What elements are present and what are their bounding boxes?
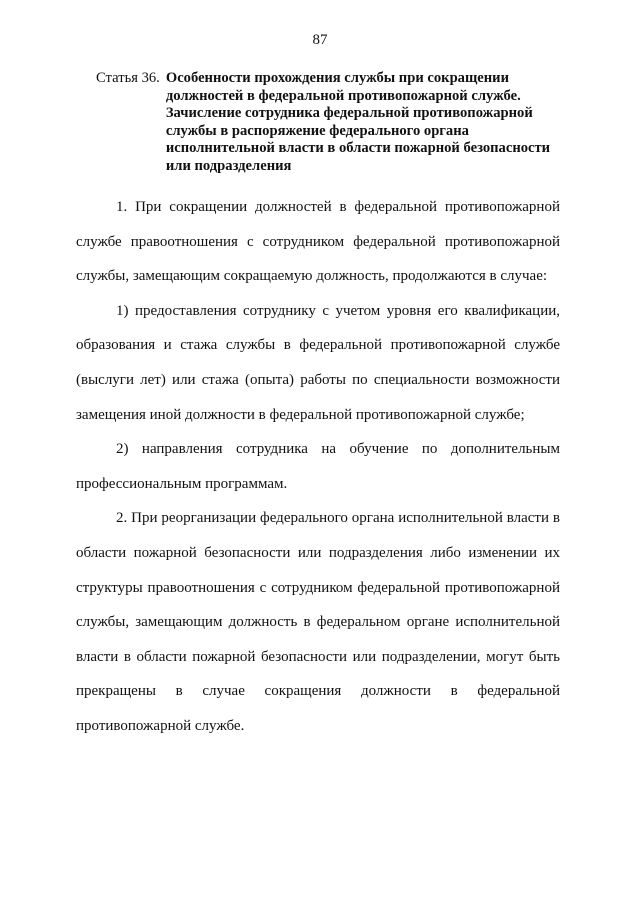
paragraph-1: 1. При сокращении должностей в федеральной противопожарной службе правоотношения с сотрудником федеральной противопожарной службы, замещающим сокращаемую должность, продолжаются в случае: xyxy=(76,199,560,285)
paragraph-1-item-2: 2) направления сотрудника на обучение по дополнительным профессиональным программам. xyxy=(76,441,560,492)
article-body xyxy=(76,190,560,744)
article-heading xyxy=(96,70,576,176)
paragraph-1-item-1: 1) предоставления сотруднику с учетом уровня его квалификации, образования и стажа службы в федеральной противопожарной службе (выслуги лет) или стажа (опыта) работы по специальности возможности замещения иной должности в федеральной противопожарной службе; xyxy=(76,302,560,423)
page-number: 87 xyxy=(312,32,328,48)
article-label: Статья 36. xyxy=(96,70,160,86)
article-title: Особенности прохождения службы при сокращении должностей в федеральной противопожарной службе. Зачисление сотрудника федеральной противопожарной службы в распоряжение федерального органа исполнительной власти в области пожарной безопасности или подразделения xyxy=(165,70,551,174)
paragraph-2: 2. При реорганизации федерального органа исполнительной власти в области пожарной безопасности или подразделения либо изменении их структуры правоотношения с сотрудником федеральной противопожарной службы, замещающим должность в федеральном органе исполнительной власти в области пожарной безопасности или подразделении, могут быть прекращены в случае сокращения должности в федеральной противопожарной службе. xyxy=(76,510,560,734)
